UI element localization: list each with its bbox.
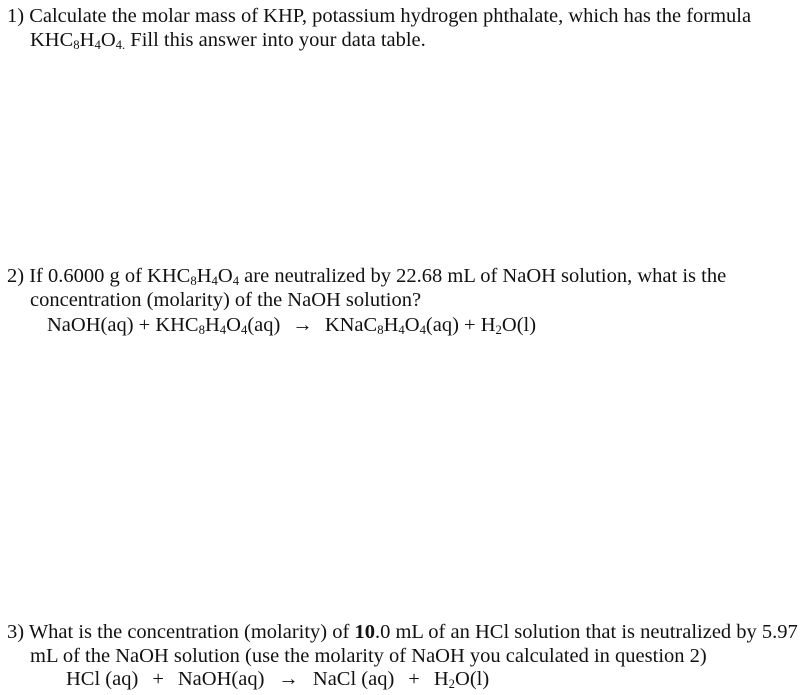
question-3-line-2: mL of the NaOH solution (use the molarity of NaOH you calculated in question 2) bbox=[30, 645, 707, 667]
khp-formula: $KHC_8H_4O_{4.}$ bbox=[30, 29, 126, 52]
bold-volume: 10 bbox=[354, 621, 375, 643]
question-1-line-1: 1) Calculate the molar mass of KHP, potassium hydrogen phthalate, which has the formula bbox=[7, 5, 752, 27]
question-3-equation: HCl (aq) + NaOH(aq) → NaCl $(aq) + H_2O(l)$ bbox=[66, 668, 490, 691]
question-2-line-1: 2) If 0.6000 g of $KHC_8H_4O_4$ are neutralized by 22.68 mL of NaOH solution, what is the bbox=[7, 265, 727, 288]
question-2-equation: NaOH(aq) + $KHC_8H_4O_4(aq)$ → $KNaC_8H_4O_4(aq) + H_2O(l)$ bbox=[47, 314, 537, 337]
question-2-line-2: concentration (molarity) of the NaOH solution? bbox=[30, 289, 422, 311]
reaction-arrow: → bbox=[292, 314, 313, 336]
question-1-line-2: $KHC_8H_4O_{4.}$ Fill this answer into your data table. bbox=[30, 29, 426, 52]
reaction-arrow: → bbox=[278, 668, 299, 690]
question-3-line-1: 3) What is the concentration (molarity) of 10.0 mL of an HCl solution that is neutralized by 5.97 bbox=[7, 621, 798, 643]
